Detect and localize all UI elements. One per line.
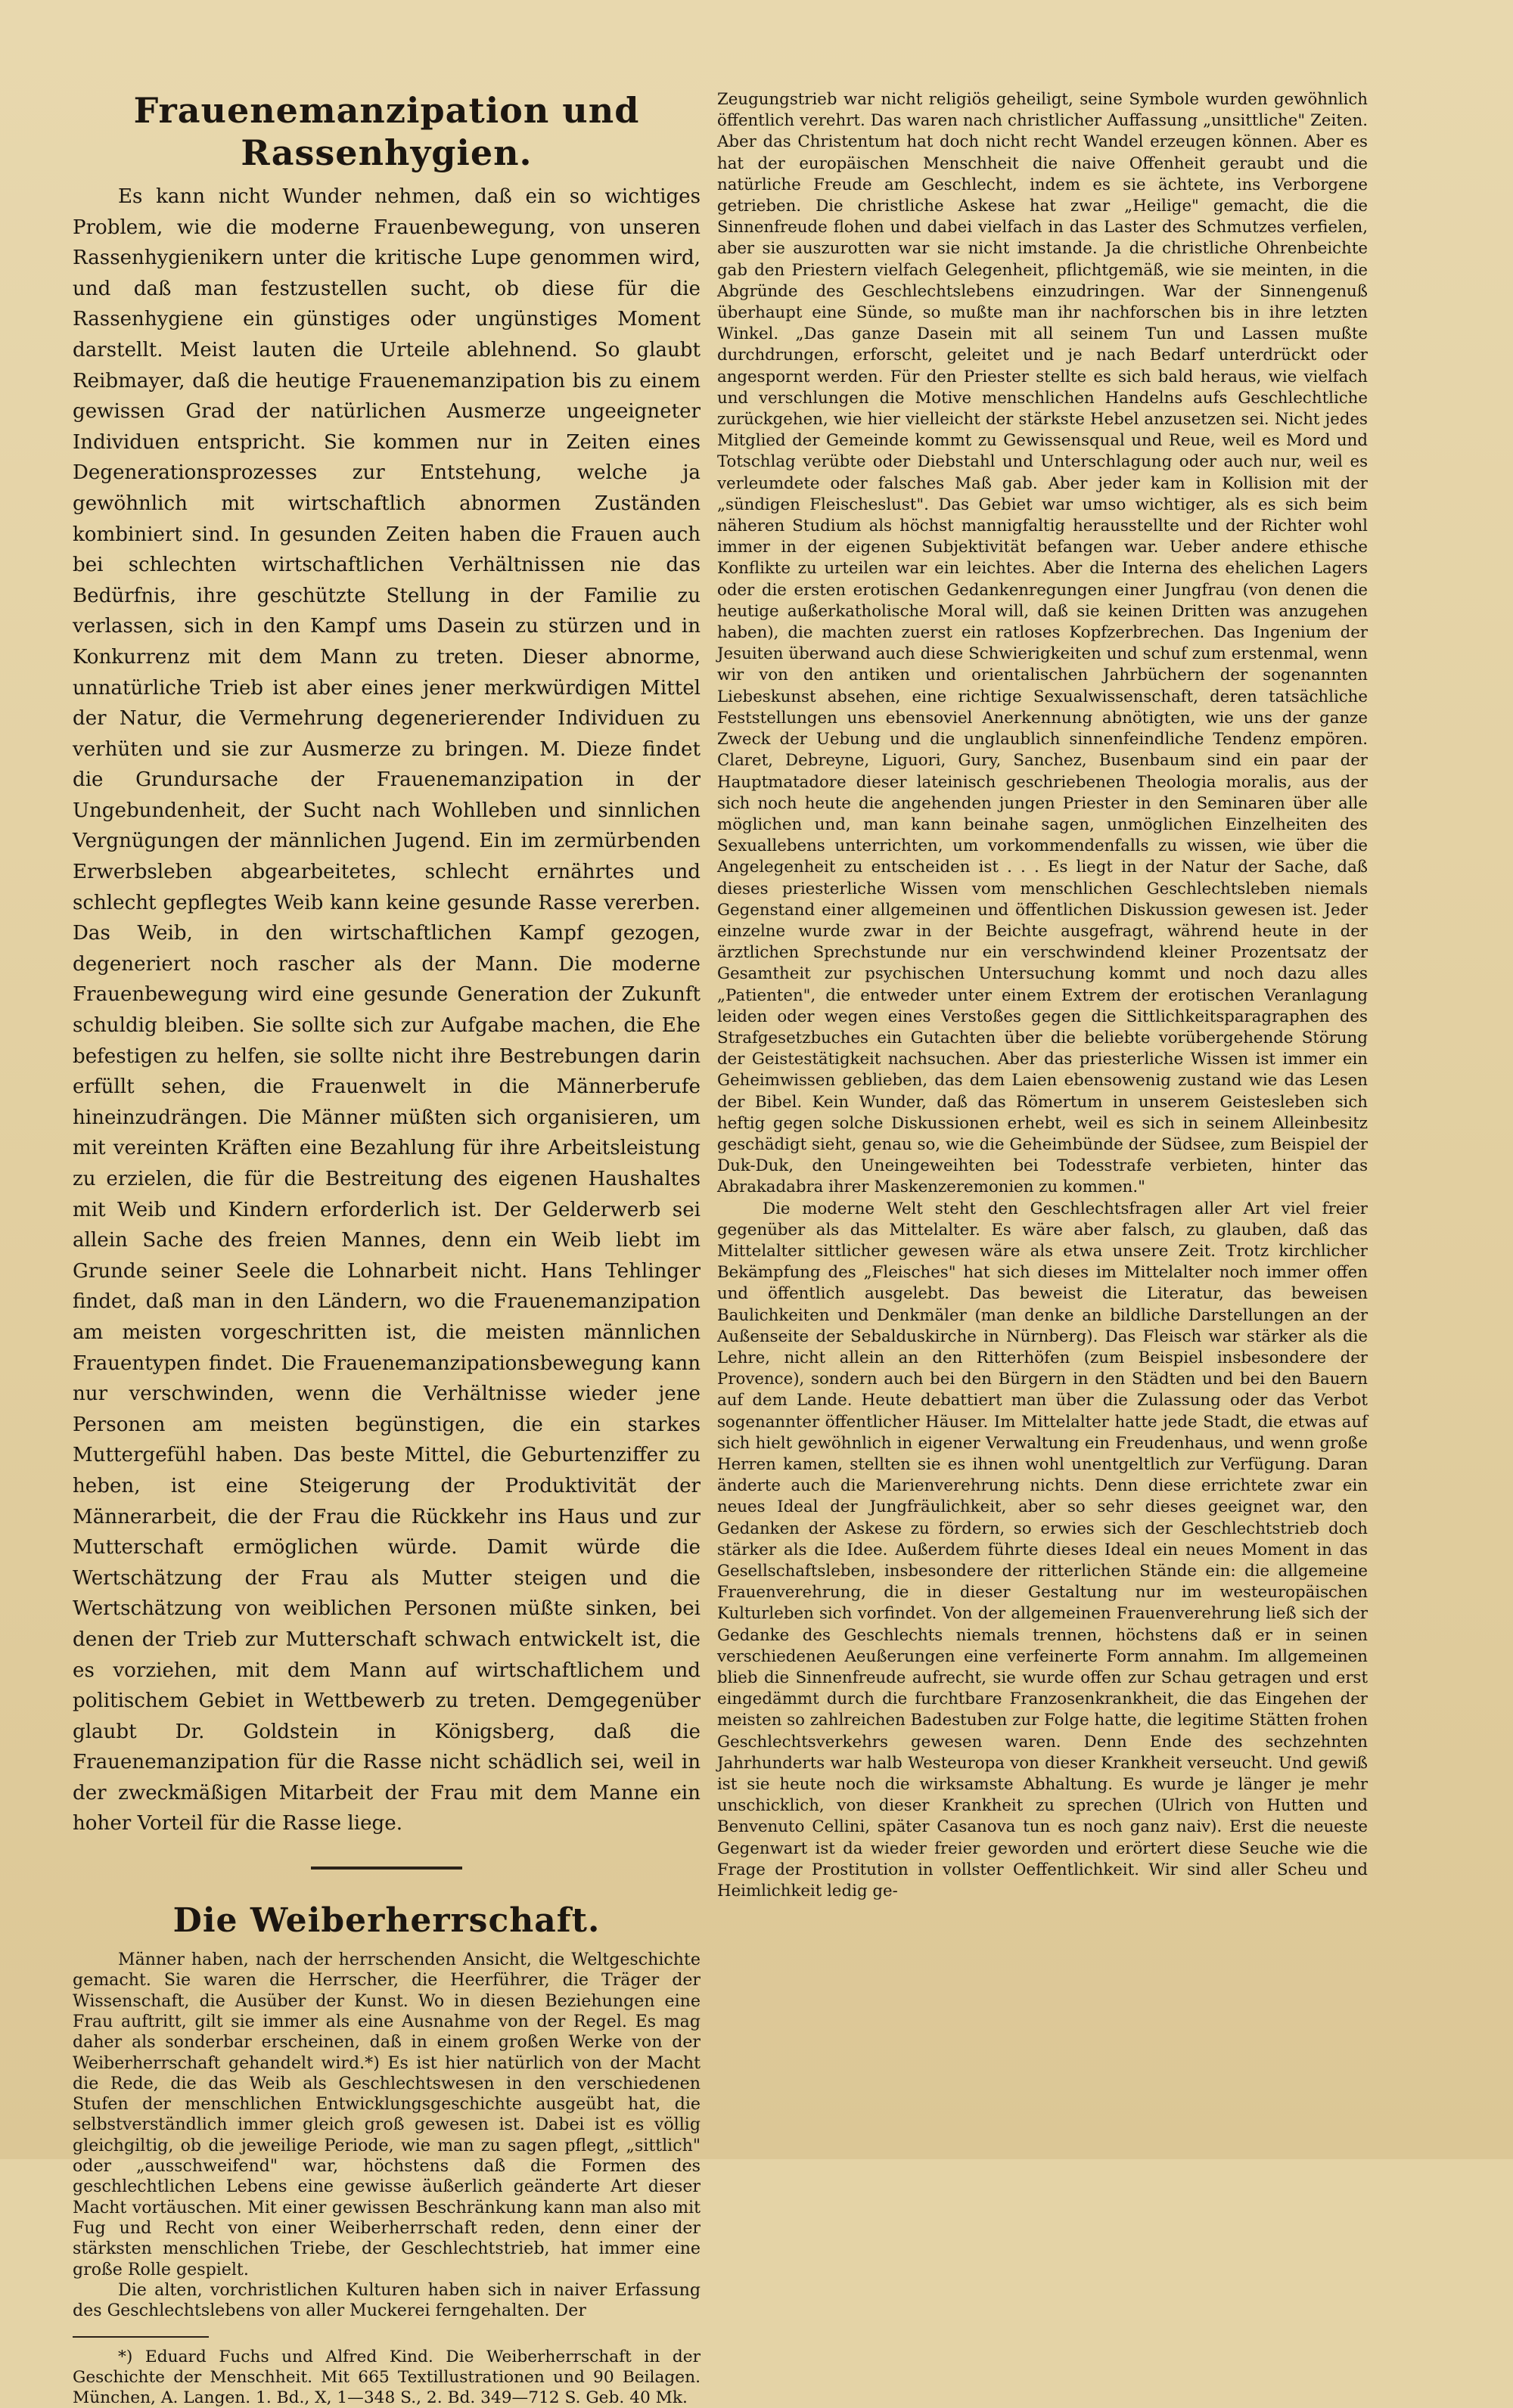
article-body-continuation: Die moderne Welt steht den Geschlechtsfragen aller Art viel freier gegenüber als das Mittelalter. Es wäre aber falsch, zu glauben, daß das Mittelalter sittlicher gewesen wäre als etwa unsere Zeit. Trotz kirchlicher Bekämpfung des „Fleisches" hat sich dieses im Mittelalter noch immer offen und öffentlich ausgelebt. Das beweist die Literatur, das beweisen Baulichkeiten und Denkmäler (man denke an bildliche Darstellungen an der Außenseite der Sebalduskirche in Nürnberg). Das Fleisch war stärker als die Lehre, nicht allein an den Ritterhöfen (zum Beispiel insbesondere der Provence), sondern auch bei den Bürgern in den Städten und bei den Bauern auf dem Lande. Heute debattiert man über die Zulassung oder das Verbot sogenannter öffentlicher Häuser. Im Mittelalter hatte jede Stadt, die etwas auf sich hielt gewöhnlich in eigener Verwaltung ein Freudenhaus, und wenn große Herren kamen, stellten sie es ihnen wohl unentgeltlich zur Verfügung. Daran änderte auch die Marienverehrung nichts. Denn diese errichtete zwar ein neues Ideal der Jungfräulichkeit, aber so sehr dieses geeignet war, den Gedanken der Askese zu fördern, so erwies sich der Geschlechtstrieb doch stärker als die Idee. Außerdem führte dieses Ideal ein neues Moment in das Gesellschaftsleben, insbesondere der ritterlichen Stände ein: die allgemeine Frauenverehrung, die in dieser Gestaltung nur im westeuropäischen Kulturleben sich vorfindet. Von der allgemeinen Frauenverehrung ließ sich der Gedanke des Geschlechts niemals trennen, höchstens daß er in seinen verschiedenen Aeußerungen eine verfeinerte Form annahm. Im allgemeinen blieb die Sinnenfreude aufrecht, sie wurde offen zur Schau getragen und erst eingedämmt durch die furchtbare Franzosenkrankheit, die das Eingehen der meisten so zahlreichen Badestuben zur Folge hatte, die legitime Stätten frohen Geschlechtsverkehrs gewesen waren. Denn Ende des sechzehnten Jahrhunderts war halb Westeuropa von dieser Krankheit verseucht. Und gewiß ist sie heute noch die wirksamste Abhaltung. Es wurde je länger je mehr unschicklich, von dieser Krankheit zu sprechen (Ulrich von Hutten und Benvenuto Cellini, später Casanova tun es noch ganz naiv). Erst die neueste Gegenwart ist da wieder freier geworden und erörtert diese Seuche wie die Frage der Prostitution in vollster Oeffentlichkeit. Wir sind aller Scheu und Heimlichkeit ledig ge- [717,1199,1368,1901]
footnote: *) Eduard Fuchs und Alfred Kind. Die Weiberherrschaft in der Geschichte der Menschheit. Mit 665 Textillustrationen und 90 Beilagen. München, A. Langen. 1. Bd., X, 1—348 S., 2. Bd. 349—712 S. Geb. 40 Mk. [73,2347,701,2408]
article-heading-weiberherrschaft: Die Weiberherrschaft. [172,1901,601,1941]
footnote-divider [73,2336,209,2338]
right-column [717,89,1368,1902]
section-divider [311,1867,462,1870]
article-body-continuation: Zeugungstrieb war nicht religiös geheiligt, seine Symbole wurden gewöhnlich öffentlich verehrt. Das waren nach christlicher Auffassung „unsittliche" Zeiten. Aber das Christentum hat doch nicht recht Wandel erzeugen können. Aber es hat der europäischen Menschheit die naive Offenheit geraubt und die natürliche Freude am Geschlecht, indem es sie ächtete, ins Verborgene getrieben. Die christliche Askese hat zwar „Heilige" gemacht, die die Sinnenfreude flohen und dabei vielfach in das Laster des Schmutzes verfielen, aber sie auszurotten war sie nicht imstande. Ja die christliche Ohrenbeichte gab den Priestern vielfach Gelegenheit, pflichtgemäß, wie sie meinten, in die Abgründe des Geschlechtslebens einzudringen. War der Sinnengenuß überhaupt eine Sünde, so mußte man ihr nachforschen bis in ihre letzten Winkel. „Das ganze Dasein mit all seinem Tun und Lassen mußte durchdrungen, erforscht, geleitet und je nach Bedarf unterdrückt oder angespornt werden. Für den Priester stellte es sich bald heraus, wie vielfach und verschlungen die Motive menschlichen Handelns aufs Geschlechtliche zurückgehen, wie hier vielleicht der stärkste Hebel anzusetzen sei. Nicht jedes Mitglied der Gemeinde kommt zu Gewissensqual und Reue, weil es Mord und Totschlag verübte oder Diebstahl und Unterschlagung oder auch nur, weil es verleumdete oder falsches Maß gab. Aber jeder kam in Kollision mit der „sündigen Fleischeslust". Das Gebiet war umso wichtiger, als es sich beim näheren Studium als höchst mannigfaltig herausstellte und der Richter wohl immer in der eigenen Subjektivität befangen war. Ueber andere ethische Konflikte zu urteilen war ein leichtes. Aber die Interna des ehelichen Lagers oder die ersten erotischen Gedankenregungen einer Jungfrau (von denen die heutige außerkatholische Moral will, daß sie keinen Dritten was anzugehen haben), die machten zuerst ein ratloses Kopfzerbrechen. Das Ingenium der Jesuiten überwand auch diese Schwierigkeiten und schuf zum erstenmal, wenn wir von den antiken und orientalischen Jahrbüchern der sogenannten Liebeskunst absehen, eine richtige Sexualwissenschaft, deren tatsächliche Feststellungen uns ebensoviel Anerkennung abnötigten, wie uns der ganze Zweck der Uebung und die unglaublich sinnenfeindliche Tendenz empören. Claret, Debreyne, Liguori, Gury, Sanchez, Busenbaum sind ein paar der Hauptmatadore dieser lateinisch geschriebenen Theologia moralis, aus der sich noch heute die angehenden jungen Priester in den Seminaren über alle möglichen und, man kann beinahe sagen, unmöglichen Einzelheiten des Sexuallebens unterrichten, um vorkommendenfalls zu wissen, wie über die Angelegenheit zu entscheiden ist . . . Es liegt in der Natur der Sache, daß dieses priesterliche Wissen vom menschlichen Geschlechtsleben niemals Gegenstand einer allgemeinen und öffentlichen Diskussion gewesen ist. Jeder einzelne wurde zwar in der Beichte ausgefragt, während heute in der ärztlichen Sprechstunde nur ein verschwindend kleiner Prozentsatz der Gesamtheit zur psychischen Untersuchung kommt und noch dazu alles „Patienten", die entweder unter einem Extrem der erotischen Veranlagung leiden oder wegen eines Verstoßes gegen die Sittlichkeitsparagraphen des Strafgesetzbuches ein Gutachten über die beliebte vorübergehende Störung der Geistestätigkeit nachsuchen. Aber das priesterliche Wissen ist immer ein Geheimwissen geblieben, das dem Laien ebensowenig zustand wie das Lesen der Bibel. Kein Wunder, daß das Römertum in unserem Geistesleben sich heftig gegen solche Diskussionen erhebt, weil es sich in seinem Alleinbesitz geschädigt sieht, genau so, wie die Geheimbünde der Südsee, zum Beispiel der Duk-Duk, den Uneingeweihten bei Todesstrafe verbieten, hinter das Abrakadabra ihrer Maskenzeremonien zu kommen." [717,90,1368,1197]
left-column [73,89,701,2408]
article-body-weiberherrschaft-paragraph: Männer haben, nach der herrschenden Ansicht, die Weltgeschichte gemacht. Sie waren die Herrscher, die Heerführer, die Träger der Wissenschaft, die Ausüber der Kunst. Wo in diesen Beziehungen eine Frau auftritt, gilt sie immer als eine Ausnahme von der Regel. Es mag daher als sonderbar erscheinen, daß in einem großen Werke von der Weiberherrschaft gehandelt wird.*) Es ist hier natürlich von der Macht die Rede, die das Weib als Geschlechtswesen in den verschiedenen Stufen der menschlichen Entwicklungsgeschichte ausgeübt hat, die selbstverständlich immer gleich groß gewesen ist. Dabei ist es völlig gleichgiltig, ob die jeweilige Periode, wie man zu sagen pflegt, „sittlich" oder „ausschweifend" war, höchstens daß die Formen des geschlechtlichen Lebens eine gewisse äußerlich geänderte Art dieser Macht vortäuschen. Mit einer gewissen Beschränkung kann man also mit Fug und Recht von einer Weiberherrschaft reden, denn einer der stärksten menschlichen Triebe, der Geschlechtstrieb, hat immer eine große Rolle gespielt. [73,1950,701,2279]
article-body-frauenemanzipation: Es kann nicht Wunder nehmen, daß ein so wichtiges Problem, wie die moderne Frauenbewegung, von unseren Rassenhygienikern unter die kritische Lupe genommen wird, und daß man festzustellen sucht, ob diese für die Rassenhygiene ein günstiges oder ungünstiges Moment darstellt. Meist lauten die Urteile ablehnend. So glaubt Reibmayer, daß die heutige Frauenemanzipation bis zu einem gewissen Grad der natürlichen Ausmerze ungeeigneter Individuen entspricht. Sie kommen nur in Zeiten eines Degenerationsprozesses zur Entstehung, welche ja gewöhnlich mit wirtschaftlich abnormen Zuständen kombiniert sind. In gesunden Zeiten haben die Frauen auch bei schlechten wirtschaftlichen Verhältnissen nie das Bedürfnis, ihre geschützte Stellung in der Familie zu verlassen, sich in den Kampf ums Dasein zu stürzen und in Konkurrenz mit dem Mann zu treten. Dieser abnorme, unnatürliche Trieb ist aber eines jener merkwürdigen Mittel der Natur, die Vermehrung degenerierender Individuen zu verhüten und sie zur Ausmerze zu bringen. M. Dieze findet die Grundursache der Frauenemanzipation in der Ungebundenheit, der Sucht nach Wohlleben und sinnlichen Vergnügungen der männlichen Jugend. Ein im zermürbenden Erwerbsleben abgearbeitetes, schlecht ernährtes und schlecht gepflegtes Weib kann keine gesunde Rasse vererben. Das Weib, in den wirtschaftlichen Kampf gezogen, degeneriert noch rascher als der Mann. Die moderne Frauenbewegung wird eine gesunde Generation der Zukunft schuldig bleiben. Sie sollte sich zur Aufgabe machen, die Ehe befestigen zu helfen, sie sollte nicht ihre Bestrebungen darin erfüllt sehen, die Frauenwelt in die Männerberufe hineinzudrängen. Die Männer müßten sich organisieren, um mit vereinten Kräften eine Bezahlung für ihre Arbeitsleistung zu erzielen, die für die Bestreitung des eigenen Haushaltes mit Weib und Kindern erforderlich ist. Der Gelderwerb sei allein Sache des freien Mannes, denn ein Weib liebt im Grunde seiner Seele die Lohnarbeit nicht. Hans Tehlinger findet, daß man in den Ländern, wo die Frauenemanzipation am meisten vorgeschritten ist, die meisten männlichen Frauentypen findet. Die Frauenemanzipationsbewegung kann nur verschwinden, wenn die Verhältnisse wieder jene Personen am meisten begünstigen, die ein starkes Muttergefühl haben. Das beste Mittel, die Geburtenziffer zu heben, ist eine Steigerung der Produktivität der Männerarbeit, die der Frau die Rückkehr ins Haus und zur Mutterschaft ermöglichen würde. Damit würde die Wertschätzung der Frau als Mutter steigen und die Wertschätzung von weiblichen Personen müßte sinken, bei denen der Trieb zur Mutterschaft schwach entwickelt ist, die es vorziehen, mit dem Mann auf wirtschaftlichem und politischem Gebiet in Wettbewerb zu treten. Demgegenüber glaubt Dr. Goldstein in Königsberg, daß die Frauenemanzipation für die Rasse nicht schädlich sei, weil in der zweckmäßigen Mitarbeit der Frau mit dem Manne ein hoher Vorteil für die Rasse liege. [73,185,701,1835]
article-heading-frauenemanzipation: Frauenemanzipation und Rassenhygien. [133,90,640,173]
article-body-weiberherrschaft-paragraph: Die alten, vorchristlichen Kulturen haben sich in naiver Erfassung des Geschlechtslebens von aller Muckerei ferngehalten. Der [73,2279,701,2321]
